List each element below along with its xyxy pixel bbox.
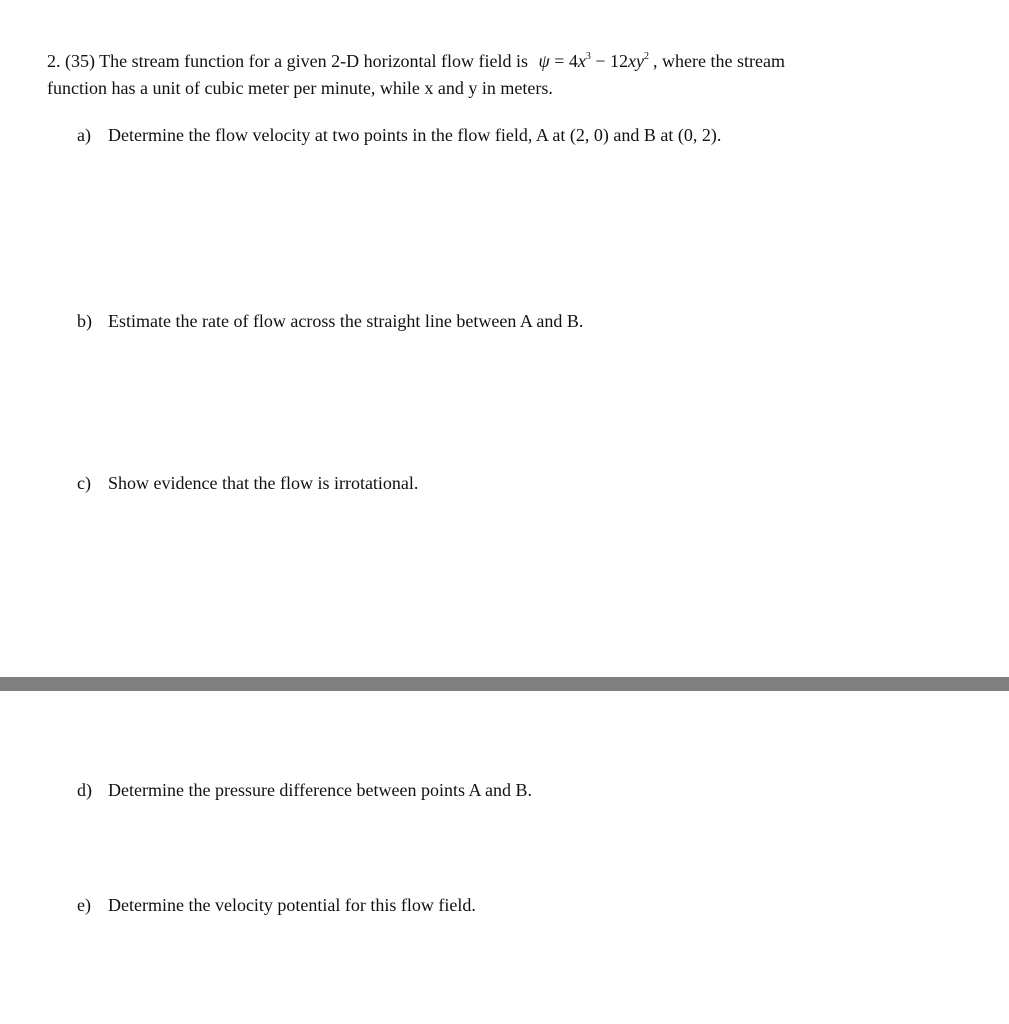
part-b-text: Estimate the rate of flow across the straight line between A and B. <box>108 311 584 331</box>
equation-term2-exponent: 2 <box>644 51 650 62</box>
equation-equals: = 4 <box>549 51 578 71</box>
part-d-label: d) <box>77 780 92 800</box>
equation-term2-var: xy <box>628 51 645 71</box>
part-c-label: c) <box>77 473 91 493</box>
question-part-d <box>77 779 532 801</box>
part-d-text: Determine the pressure difference between points A and B. <box>108 780 533 800</box>
question-part-c <box>77 472 418 494</box>
page-divider <box>0 677 1009 691</box>
problem-statement-line-1 <box>47 50 785 72</box>
part-c-text: Show evidence that the flow is irrotational. <box>108 473 419 493</box>
part-a-label: a) <box>77 125 91 145</box>
equation-term1-var: x <box>577 51 586 71</box>
psi-symbol: ψ <box>538 51 550 71</box>
stream-function-equation <box>539 51 649 71</box>
problem-statement-line-2: function has a unit of cubic meter per minute, while x and y in meters. <box>47 78 553 98</box>
problem-intro-suffix: , where the stream <box>653 51 785 71</box>
problem-intro-text: 2. (35) The stream function for a given 2-D horizontal flow field is <box>47 51 529 71</box>
part-b-label: b) <box>77 311 92 331</box>
equation-term1-exponent: 3 <box>585 51 591 62</box>
question-part-e <box>77 894 476 916</box>
part-e-label: e) <box>77 895 91 915</box>
part-a-text: Determine the flow velocity at two points in the flow field, A at (2, 0) and B at (0, 2). <box>108 125 722 145</box>
equation-minus: − 12 <box>590 51 629 71</box>
question-part-b <box>77 310 583 332</box>
part-e-text: Determine the velocity potential for this flow field. <box>108 895 476 915</box>
question-part-a <box>77 124 721 146</box>
